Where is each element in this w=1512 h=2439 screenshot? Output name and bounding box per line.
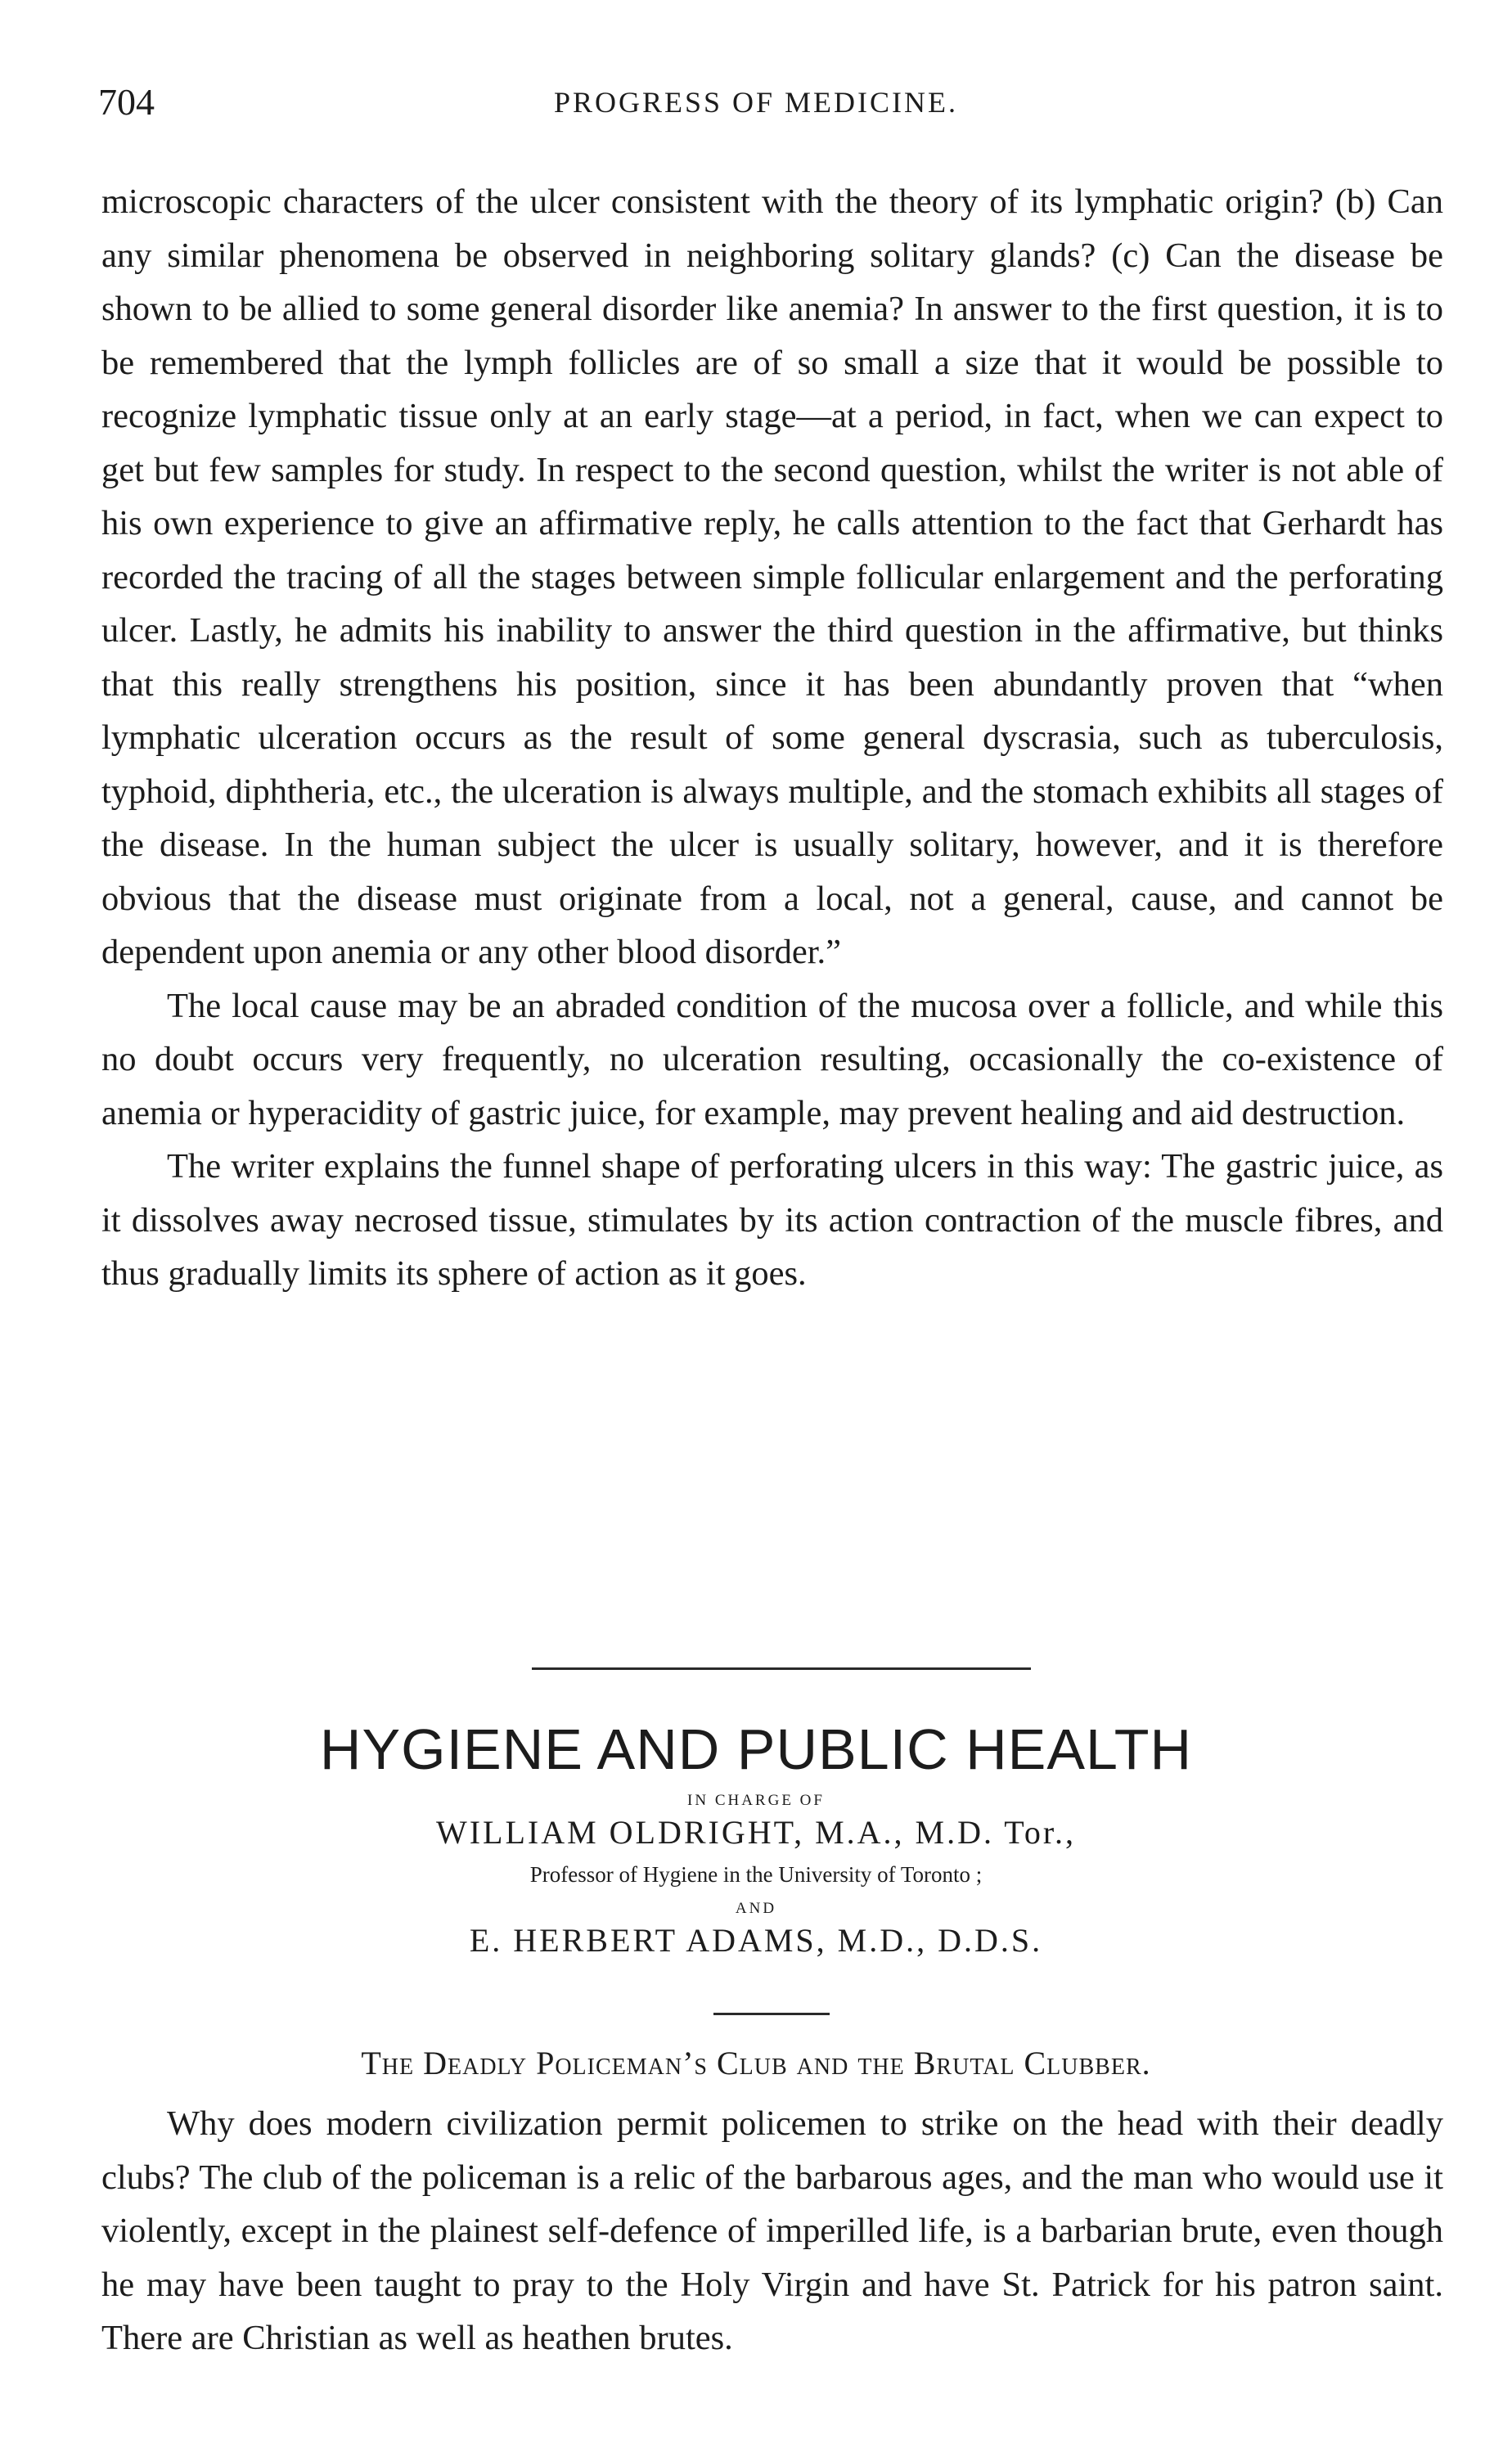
running-head [98,80,1414,129]
editor-affiliation: Professor of Hygiene in the University of Toronto ; [529,1862,983,1887]
running-title: PROGRESS OF MEDICINE. [553,86,959,119]
paragraph: microscopic characters of the ulcer consistent with the theory of its lymphatic origin? (b) Can any similar phenomena be observed in neighboring solitary glands? (c) Can the disease be shown to be allied to some general disorder like anemia? In answer to the first question, it is to be remembered that the lymph follicles are of so small a size that it would be possible to recognize lymphatic tissue only at an early stage—at a period, in fact, when we can expect to get but few samples for study. In respect to the second question, whilst the writer is not able of his own experience to give an affirmative reply, he calls attention to the fact that Gerhardt has recorded the tracing of all the stages between simple follicular enlargement and the perforating ulcer. Lastly, he admits his inability to answer the third question in the affirmative, but thinks that this really strengthens his position, since it has been abundantly proven that “when lymphatic ulceration occurs as the result of some general dyscrasia, such as tuberculosis, typhoid, diphtheria, etc., the ulceration is always multiple, and the stomach exhibits all stages of the disease. In the human subject the ulcer is usually solitary, however, and it is therefore obvious that the disease must originate from a local, not a general, cause, and cannot be dependent upon anemia or any other blood disorder.” [101,182,1443,971]
paragraph: The local cause may be an abraded condition of the mucosa over a follicle, and while this no doubt occurs very frequently, no ulceration resulting, occasionally the co-existence of anemia or hyperacidity of gastric juice, for example, may prevent healing and aid destruction. [101,986,1443,1132]
title-divider [713,2013,830,2015]
paragraph: Why does modern civilization permit policemen to strike on the head with their deadly clubs? The club of the policeman is a relic of the barbarous ages, and the man who would use it violently, except in the plainest self-defence of imperilled life, is a barbarian brute, even though he may have been taught to pray to the Holy Virgin and have St. Patrick for his patron saint. There are Christian as well as heathen brutes. [101,2104,1443,2357]
charge-line: IN CHARGE OF [687,1792,825,1809]
article-text [101,2097,1443,2365]
paragraph: The writer explains the funnel shape of perforating ulcers in this way: The gastric juice, as it dissolves away necrosed tissue, stimulates by its action contraction of the muscle fibres, and thus gradually limits its sphere of action as it goes. [101,1147,1443,1293]
section-divider [532,1667,1031,1670]
body-text [101,175,1443,1301]
editor-name: WILLIAM OLDRIGHT, M.A., M.D. Tor., [435,1814,1077,1851]
section-title: HYGIENE AND PUBLIC HEALTH [319,1717,1193,1781]
page-number: 704 [98,81,155,123]
article-title: The Deadly Policeman’s Club and the Brutal Clubber. [361,2045,1151,2081]
editor-name: E. HERBERT ADAMS, M.D., D.D.S. [469,1922,1043,1959]
and-line: AND [735,1900,777,1917]
